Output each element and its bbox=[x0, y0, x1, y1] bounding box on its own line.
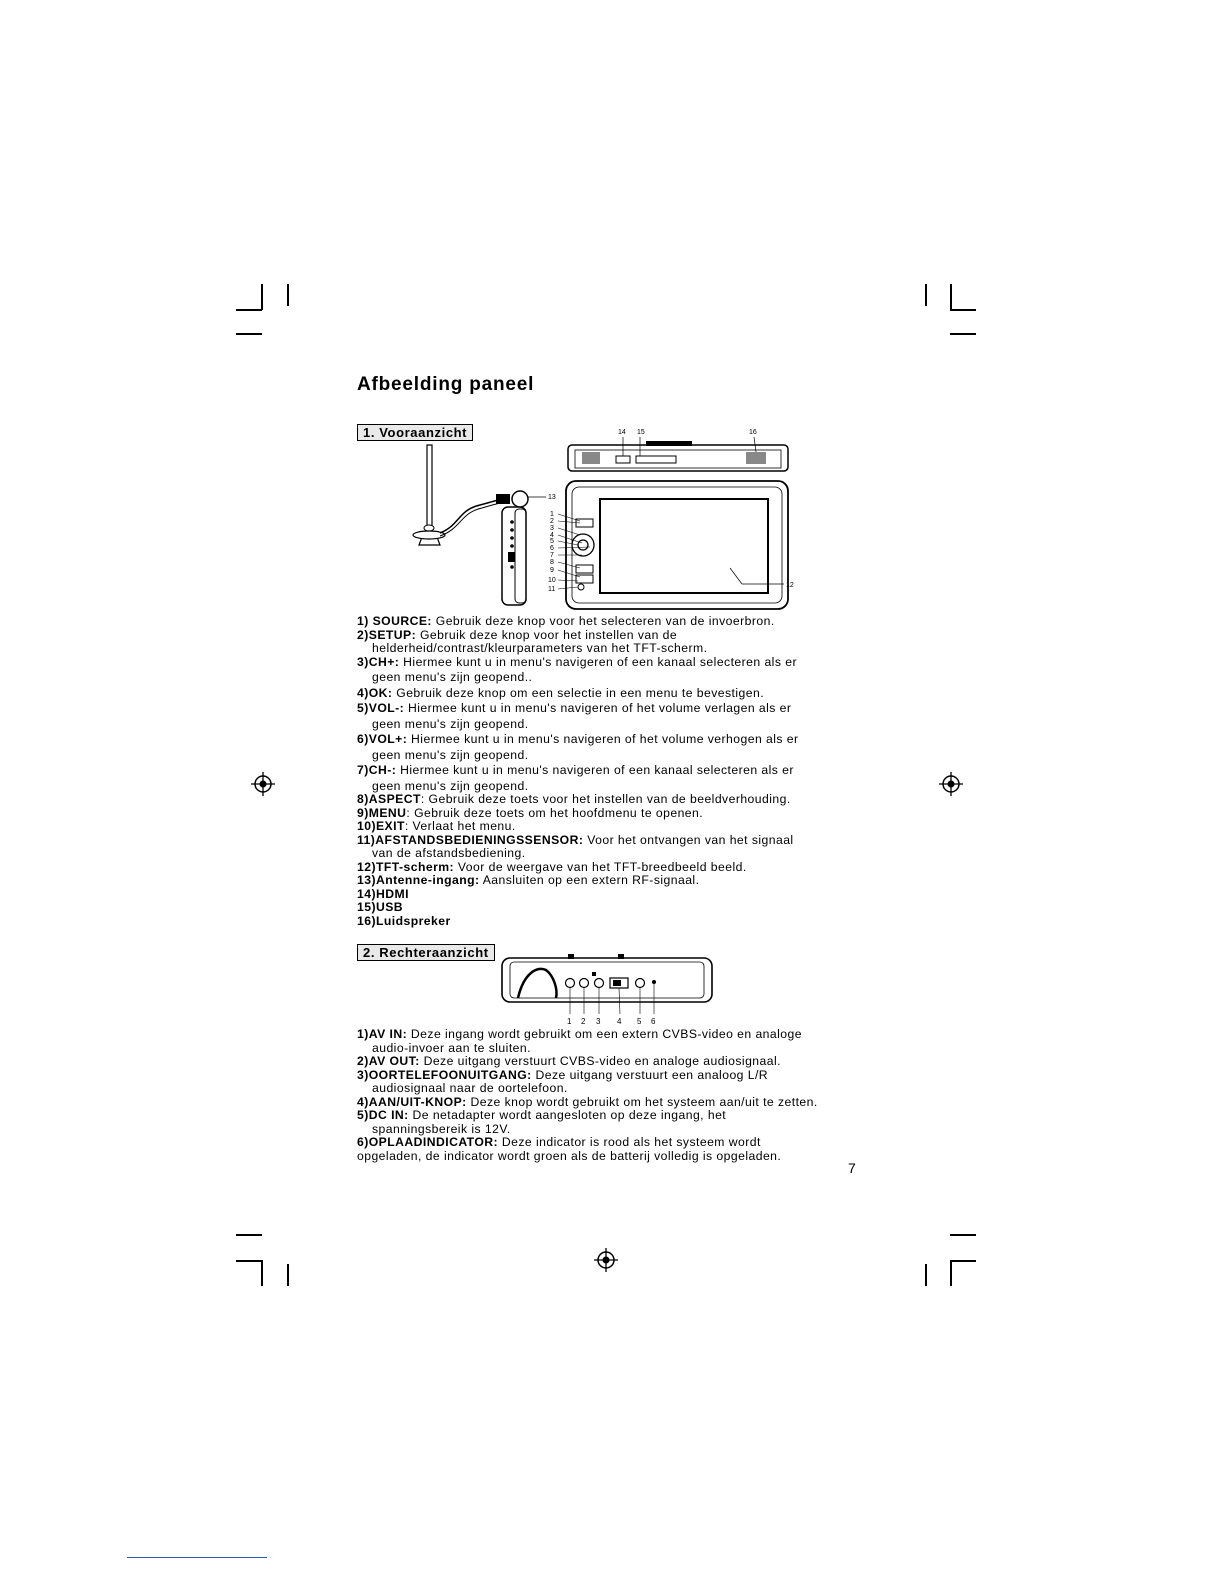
list-item: 1) SOURCE: Gebruik deze knop voor het selecteren van de invoerbron. bbox=[357, 614, 775, 628]
callout-label: 12 bbox=[786, 582, 794, 589]
list-item: 1)AV IN: Deze ingang wordt gebruikt om een extern CVBS-video en analoge audio-invoer aan te sluiten. bbox=[357, 1027, 802, 1055]
callout-label: 2 bbox=[581, 1017, 586, 1026]
list-item: 12)TFT-scherm: Voor de weergave van het TFT-breedbeeld beeld. bbox=[357, 859, 747, 874]
callout-label: 2 bbox=[550, 518, 554, 525]
list-item: 3)OORTELEFOONUITGANG: Deze uitgang verstuurt een analoog L/R audiosignaal naar de oortelefoon. bbox=[357, 1067, 769, 1095]
antenna-icon bbox=[413, 445, 510, 545]
list-item: 15)USB bbox=[357, 900, 404, 914]
page-number: 7 bbox=[848, 1160, 856, 1176]
list-item: 8)ASPECT: Gebruik deze toets voor het instellen van de beeldverhouding. bbox=[357, 792, 791, 806]
registration-mark-icon bbox=[939, 772, 963, 796]
registration-mark-icon bbox=[251, 772, 275, 796]
right-view-diagram bbox=[498, 952, 718, 1030]
list-item: 5)DC IN: De netadapter wordt aangesloten op deze ingang, het spanningsbereik is 12V. bbox=[357, 1108, 727, 1136]
callout-label: 13 bbox=[548, 494, 556, 501]
list-item: 3)CH+: Hiermee kunt u in menu's navigeren of een kanaal selecteren als er geen menu's zijn geopend.. bbox=[357, 654, 797, 684]
registration-mark-icon bbox=[594, 1248, 618, 1272]
callout-label: 4 bbox=[550, 532, 554, 539]
list-item: opgeladen, de indicator wordt groen als de batterij volledig is opgeladen. bbox=[357, 1148, 782, 1163]
top-view-device bbox=[568, 437, 788, 471]
callout-label: 1 bbox=[567, 1017, 572, 1026]
right-view-description-list bbox=[357, 1028, 818, 1163]
callout-label: 3 bbox=[550, 525, 554, 532]
callout-label: 5 bbox=[637, 1017, 642, 1026]
list-item: 5)VOL-: Hiermee kunt u in menu's navigeren of het volume verlagen als er geen menu's zijn geopend. bbox=[357, 701, 792, 731]
side-view-device bbox=[502, 491, 528, 605]
list-item: 9)MENU: Gebruik deze toets om het hoofdmenu te openen. bbox=[357, 805, 704, 820]
section-heading-front-view: 1. Vooraanzicht bbox=[357, 424, 473, 441]
list-item: 13)Antenne-ingang: Aansluiten op een extern RF-signaal. bbox=[357, 873, 700, 887]
callout-label: 9 bbox=[550, 567, 554, 574]
list-item: 7)CH-: Hiermee kunt u in menu's navigeren of een kanaal selecteren als er geen menu's zijn geopend. bbox=[357, 763, 794, 793]
page-title: Afbeelding paneel bbox=[357, 374, 535, 395]
callout-label: 11 bbox=[548, 586, 556, 593]
callout-label: 8 bbox=[550, 559, 554, 566]
list-item: 6)VOL+: Hiermee kunt u in menu's navigeren of het volume verhogen als er geen menu's zijn geopend. bbox=[357, 732, 799, 762]
list-item: 11)AFSTANDSBEDIENINGSSENSOR: Voor het ontvangen van het signaal van de afstandsbediening. bbox=[357, 832, 794, 860]
callout-label: 7 bbox=[550, 552, 554, 559]
callout-label: 3 bbox=[596, 1017, 601, 1026]
list-item: 4)OK: Gebruik deze knop om een selectie in een menu te bevestigen. bbox=[357, 685, 765, 700]
front-view-diagram bbox=[400, 425, 820, 615]
list-item: 10)EXIT: Verlaat het menu. bbox=[357, 819, 516, 833]
callout-label: 1 bbox=[550, 511, 554, 518]
callout-label: 6 bbox=[550, 545, 554, 552]
list-item: 6)OPLAADINDICATOR: Deze indicator is rood als het systeem wordt bbox=[357, 1135, 761, 1149]
list-item: 4)AAN/UIT-KNOP: Deze knop wordt gebruikt om het systeem aan/uit te zetten. bbox=[357, 1094, 818, 1109]
list-item: 2)SETUP: Gebruik deze knop voor het instellen van de helderheid/contrast/kleurparameters van het TFT-scherm. bbox=[357, 627, 708, 655]
front-view-description-list bbox=[357, 615, 799, 928]
divider bbox=[127, 1557, 267, 1558]
callout-label: 5 bbox=[550, 538, 554, 545]
callout-label: 15 bbox=[637, 429, 645, 436]
front-view-device bbox=[566, 481, 788, 609]
callout-label: 4 bbox=[617, 1017, 622, 1026]
callout-label: 14 bbox=[618, 429, 626, 436]
callout-label: 6 bbox=[651, 1017, 656, 1026]
list-item: 16)Luidspreker bbox=[357, 913, 451, 928]
callout-label: 10 bbox=[548, 577, 556, 584]
callout-label: 16 bbox=[749, 429, 757, 436]
list-item: 14)HDMI bbox=[357, 886, 409, 901]
section-heading-right-view: 2. Rechteraanzicht bbox=[357, 944, 495, 961]
list-item: 2)AV OUT: Deze uitgang verstuurt CVBS-video en analoge audiosignaal. bbox=[357, 1054, 781, 1068]
